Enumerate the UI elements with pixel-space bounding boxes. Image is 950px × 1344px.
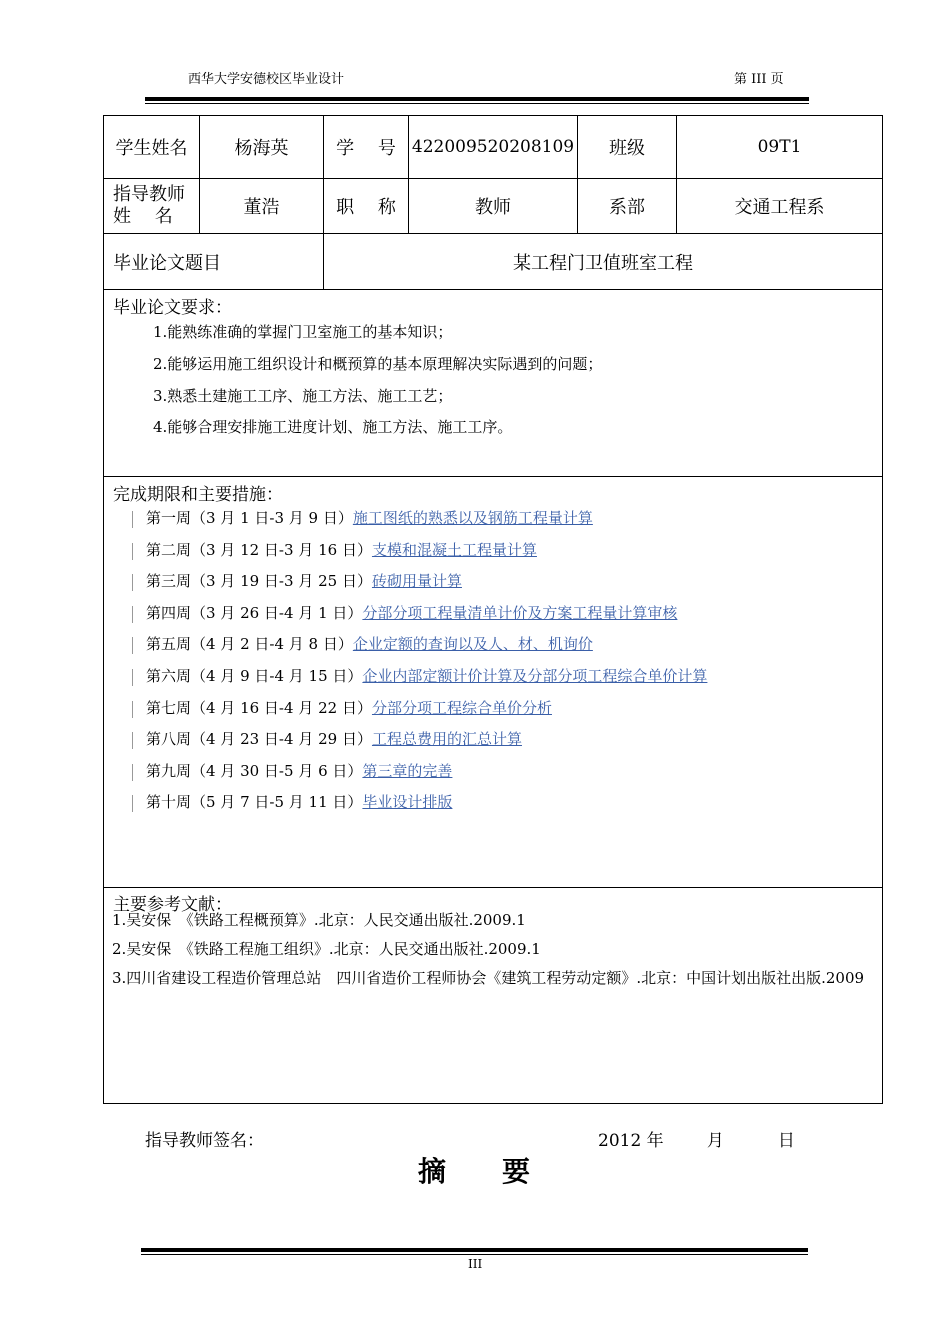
week-period: 第五周（4 月 2 日-4 月 8 日）: [146, 635, 353, 653]
signature-date: 2012 年 月 日: [598, 1131, 795, 1151]
row-marker: [132, 732, 133, 749]
header-rule-thick: [145, 97, 809, 101]
week-period: 第十周（5 月 7 日-5 月 11 日）: [146, 793, 363, 811]
class-value: 09T1: [757, 137, 802, 157]
week-task-link[interactable]: 工程总费用的汇总计算: [371, 730, 522, 748]
week-period: 第三周（3 月 19 日-3 月 25 日）: [146, 572, 372, 590]
schedule-row: [132, 633, 593, 654]
references-heading: 主要参考文献：: [113, 895, 232, 915]
row-divider: [104, 476, 882, 477]
reference-item: 2.吴安保 《铁路工程施工组织》.北京：人民交通出版社.2009.1: [112, 940, 541, 958]
requirement-item: 2.能够运用施工组织设计和概预算的基本原理解决实际遇到的问题；: [153, 355, 603, 373]
dept-label: 系部: [609, 197, 645, 218]
week-task-link[interactable]: 毕业设计排版: [362, 793, 453, 811]
week-task-link[interactable]: 企业定额的查询以及人、材、机询价: [352, 635, 593, 653]
schedule-heading: 完成期限和主要措施：: [113, 485, 283, 505]
week-period: 第九周（4 月 30 日-5 月 6 日）: [146, 762, 363, 780]
row-marker: [132, 606, 133, 623]
row-marker: [132, 637, 133, 654]
advisor-signature-label: 指导教师签名：: [145, 1131, 264, 1151]
week-period: 第六周（4 月 9 日-4 月 15 日）: [146, 667, 363, 685]
footer-rule-thin: [141, 1254, 808, 1255]
reference-item: 1.吴安保 《铁路工程概预算》.北京：人民交通出版社.2009.1: [112, 911, 526, 929]
schedule-row: [132, 602, 677, 623]
advisor-label-line2: 姓 名: [113, 206, 173, 227]
task-form-table: [103, 115, 883, 1104]
requirements-heading: 毕业论文要求：: [113, 298, 232, 318]
schedule-row: [132, 507, 593, 528]
row-marker: [132, 795, 133, 812]
thesis-topic-label: 毕业论文题目: [113, 252, 221, 274]
class-label: 班级: [609, 138, 645, 159]
week-task-link[interactable]: 施工图纸的熟悉以及钢筋工程量计算: [352, 509, 593, 527]
schedule-row: [132, 697, 552, 718]
schedule-row: [132, 570, 462, 591]
row-marker: [132, 574, 133, 591]
header-rule-thin: [145, 103, 809, 104]
student-id: 422009520208109: [411, 137, 575, 157]
requirement-item: 4.能够合理安排施工进度计划、施工方法、施工工序。: [153, 418, 513, 436]
week-period: 第二周（3 月 12 日-3 月 16 日）: [146, 541, 372, 559]
advisor-title-value: 教师: [475, 197, 511, 218]
schedule-row: [132, 539, 537, 560]
student-name-label: 学生姓名: [115, 138, 188, 159]
row-marker: [132, 543, 133, 560]
row-marker: [132, 701, 133, 718]
student-id-label: 学 号: [336, 138, 396, 159]
schedule-row: [132, 791, 452, 812]
week-task-link[interactable]: 分部分项工程综合单价分析: [371, 699, 552, 717]
week-task-link[interactable]: 砖砌用量计算: [371, 572, 462, 590]
week-period: 第八周（4 月 23 日-4 月 29 日）: [146, 730, 372, 748]
advisor-label-line1: 指导教师: [113, 184, 185, 205]
advisor-title-label: 职 称: [336, 197, 396, 218]
schedule-row: [132, 760, 452, 781]
week-period: 第四周（3 月 26 日-4 月 1 日）: [146, 604, 363, 622]
week-period: 第一周（3 月 1 日-3 月 9 日）: [146, 509, 353, 527]
week-task-link[interactable]: 第三章的完善: [362, 762, 453, 780]
week-task-link[interactable]: 分部分项工程量清单计价及方案工程量计算审核: [362, 604, 678, 622]
week-task-link[interactable]: 支模和混凝土工程量计算: [371, 541, 537, 559]
week-period: 第七周（4 月 16 日-4 月 22 日）: [146, 699, 372, 717]
row-marker: [132, 669, 133, 686]
row-marker: [132, 764, 133, 781]
requirement-item: 3.熟悉土建施工工序、施工方法、施工工艺；: [153, 387, 453, 405]
thesis-topic: 某工程门卫值班室工程: [513, 252, 693, 274]
reference-item: 3.四川省建设工程造价管理总站 四川省造价工程师协会《建筑工程劳动定额》.北京：中国计划出版社出版.2009: [112, 969, 865, 987]
header-page: 第 III 页: [734, 72, 784, 87]
advisor-name: 董浩: [243, 197, 280, 218]
row-divider: [104, 289, 882, 290]
row-marker: [132, 511, 133, 528]
student-name: 杨海英: [234, 138, 289, 159]
row-divider: [104, 887, 882, 888]
requirement-item: 1.能熟练准确的掌握门卫室施工的基本知识；: [153, 323, 453, 341]
dept-value: 交通工程系: [734, 197, 825, 218]
advisor-label: [113, 179, 199, 233]
header-school: 西华大学安德校区毕业设计: [188, 72, 345, 87]
page-number: III: [468, 1257, 483, 1271]
footer-rule-thick: [141, 1248, 808, 1252]
schedule-row: [132, 728, 522, 749]
week-task-link[interactable]: 企业内部定额计价计算及分部分项工程综合单价计算: [362, 667, 708, 685]
abstract-heading: 摘要: [418, 1155, 587, 1188]
schedule-row: [132, 665, 707, 686]
